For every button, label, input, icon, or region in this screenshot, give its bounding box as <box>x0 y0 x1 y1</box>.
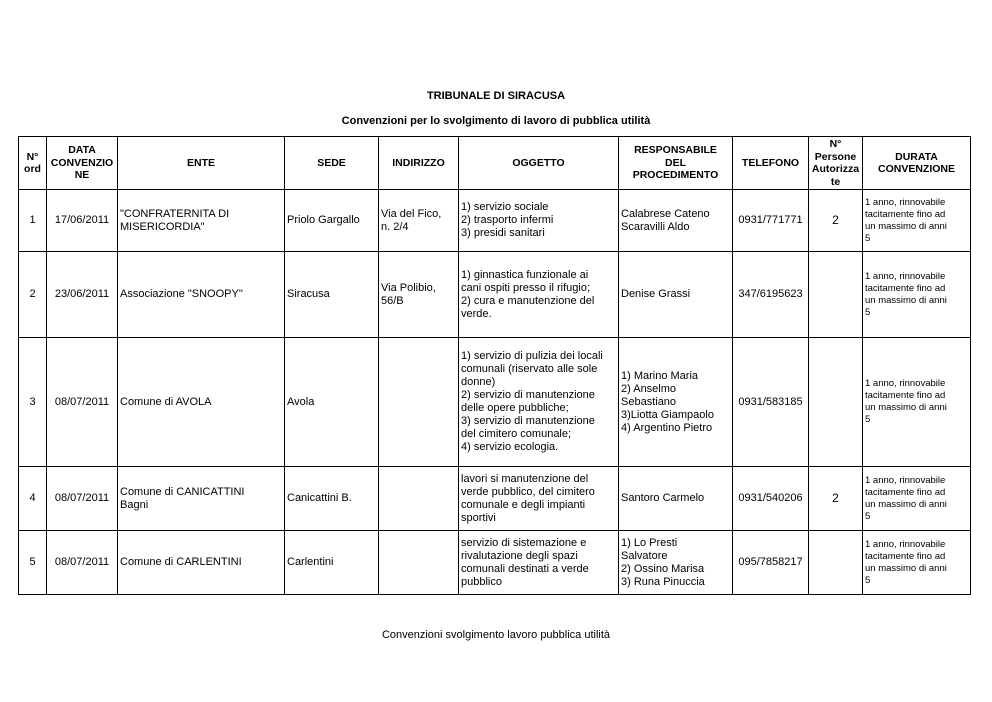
col-header-n-ord: N° ord <box>19 137 47 190</box>
cell-ente: Associazione "SNOOPY" <box>118 252 285 338</box>
cell-durata: 1 anno, rinnovabile tacitamente fino ad un massimo di anni 5 <box>863 190 971 252</box>
table-row <box>19 338 971 467</box>
cell-responsabile: Denise Grassi <box>619 252 733 338</box>
cell-durata: 1 anno, rinnovabile tacitamente fino ad un massimo di anni 5 <box>863 252 971 338</box>
cell-indirizzo: Via del Fico, n. 2/4 <box>379 190 459 252</box>
cell-responsabile: Calabrese Cateno Scaravilli Aldo <box>619 190 733 252</box>
cell-telefono: 095/7858217 <box>733 531 809 595</box>
cell-indirizzo: Via Polibio, 56/B <box>379 252 459 338</box>
cell-indirizzo <box>379 338 459 467</box>
cell-sede: Siracusa <box>285 252 379 338</box>
cell-sede: Canicattini B. <box>285 467 379 531</box>
cell-sede: Carlentini <box>285 531 379 595</box>
conventions-table <box>18 136 971 595</box>
cell-oggetto: servizio di sistemazione e rivalutazione degli spazi comunali destinati a verde pubblico <box>459 531 619 595</box>
cell-data: 08/07/2011 <box>47 338 118 467</box>
col-header-oggetto: OGGETTO <box>459 137 619 190</box>
cell-oggetto: 1) servizio sociale 2) trasporto infermi 3) presidi sanitari <box>459 190 619 252</box>
cell-n: 2 <box>19 252 47 338</box>
cell-n: 4 <box>19 467 47 531</box>
page-footer: Convenzioni svolgimento lavoro pubblica utilità <box>381 629 611 641</box>
cell-sede: Avola <box>285 338 379 467</box>
cell-durata: 1 anno, rinnovabile tacitamente fino ad un massimo di anni 5 <box>863 467 971 531</box>
cell-n: 5 <box>19 531 47 595</box>
cell-n: 3 <box>19 338 47 467</box>
cell-ente: Comune di CANICATTINI Bagni <box>118 467 285 531</box>
cell-telefono: 347/6195623 <box>733 252 809 338</box>
cell-responsabile: 1) Marino Maria 2) Anselmo Sebastiano 3)Liotta Giampaolo 4) Argentino Pietro <box>619 338 733 467</box>
cell-telefono: 0931/540206 <box>733 467 809 531</box>
cell-ente: "CONFRATERNITA DI MISERICORDIA" <box>118 190 285 252</box>
cell-telefono: 0931/771771 <box>733 190 809 252</box>
cell-indirizzo <box>379 467 459 531</box>
table-row <box>19 252 971 338</box>
cell-sede: Priolo Gargallo <box>285 190 379 252</box>
cell-oggetto: 1) servizio di pulizia dei locali comunali (riservato alle sole donne) 2) servizio di manutenzione delle opere pubbliche; 3) servizio di manutenzione del cimitero comunale; 4) servizio ecologia. <box>459 338 619 467</box>
cell-telefono: 0931/583185 <box>733 338 809 467</box>
col-header-persone: N° Persone Autorizza te <box>809 137 863 190</box>
cell-responsabile: Santoro Carmelo <box>619 467 733 531</box>
cell-persone: 2 <box>809 190 863 252</box>
cell-ente: Comune di AVOLA <box>118 338 285 467</box>
cell-n: 1 <box>19 190 47 252</box>
cell-persone <box>809 252 863 338</box>
table-row <box>19 190 971 252</box>
col-header-data: DATA CONVENZIO NE <box>47 137 118 190</box>
cell-responsabile: 1) Lo Presti Salvatore 2) Ossino Marisa 3) Runa Pinuccia <box>619 531 733 595</box>
cell-oggetto: 1) ginnastica funzionale ai cani ospiti presso il rifugio; 2) cura e manutenzione del verde. <box>459 252 619 338</box>
col-header-durata: DURATA CONVENZIONE <box>863 137 971 190</box>
cell-durata: 1 anno, rinnovabile tacitamente fino ad un massimo di anni 5 <box>863 338 971 467</box>
cell-persone <box>809 531 863 595</box>
cell-data: 17/06/2011 <box>47 190 118 252</box>
col-header-indirizzo: INDIRIZZO <box>379 137 459 190</box>
cell-oggetto: lavori si manutenzione del verde pubblico, del cimitero comunale e degli impianti sportivi <box>459 467 619 531</box>
cell-data: 08/07/2011 <box>47 531 118 595</box>
document-subtitle: Convenzioni per lo svolgimento di lavoro di pubblica utilità <box>341 115 651 127</box>
table-row <box>19 467 971 531</box>
cell-data: 23/06/2011 <box>47 252 118 338</box>
cell-persone <box>809 338 863 467</box>
document-title: TRIBUNALE DI SIRACUSA <box>426 90 566 102</box>
table-row <box>19 531 971 595</box>
cell-indirizzo <box>379 531 459 595</box>
table-header-row <box>19 137 971 190</box>
cell-persone: 2 <box>809 467 863 531</box>
cell-data: 08/07/2011 <box>47 467 118 531</box>
cell-ente: Comune di CARLENTINI <box>118 531 285 595</box>
col-header-ente: ENTE <box>118 137 285 190</box>
col-header-telefono: TELEFONO <box>733 137 809 190</box>
cell-durata: 1 anno, rinnovabile tacitamente fino ad un massimo di anni 5 <box>863 531 971 595</box>
col-header-sede: SEDE <box>285 137 379 190</box>
col-header-responsabile: RESPONSABILE DEL PROCEDIMENTO <box>619 137 733 190</box>
